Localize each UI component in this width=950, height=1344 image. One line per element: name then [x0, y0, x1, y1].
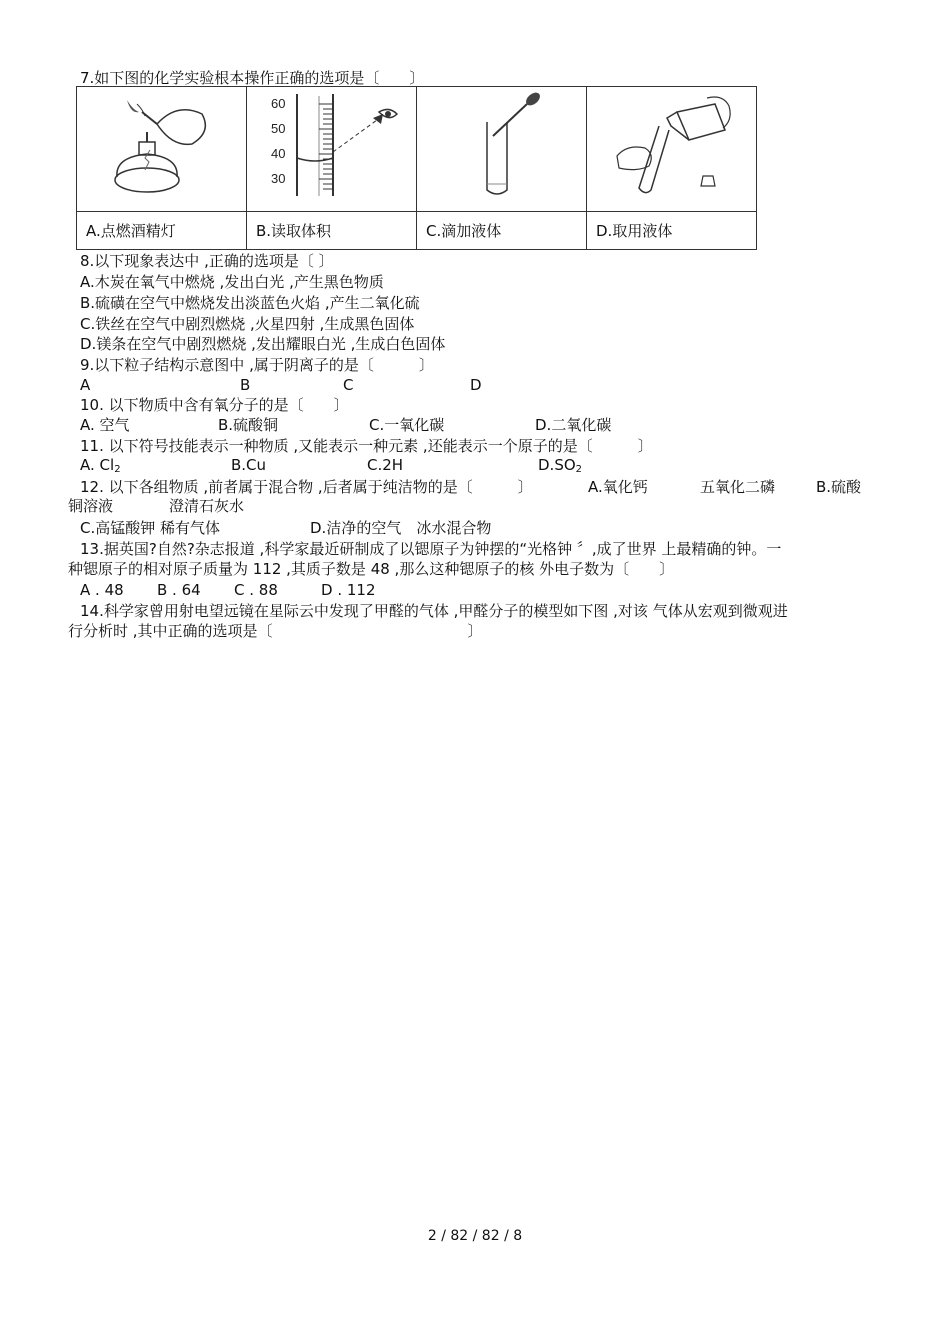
- q12-stem: 12. 以下各组物质 ,前者属于混合物 ,后者属于纯洁物的是〔 〕: [80, 478, 533, 496]
- q14-line1: 14.科学家曾用射电望远镜在星际云中发现了甲醛的气体 ,甲醛分子的模型如下图 ,对该 气体从宏观到微观进: [80, 602, 788, 620]
- cylinder-tick-60: 60: [270, 96, 285, 111]
- q11-option-d-text: D.SO: [538, 456, 576, 474]
- q11-option-d-subscript: 2: [575, 464, 583, 475]
- q7-option-b: B.读取体积: [247, 212, 417, 250]
- cylinder-tick-40: 40: [270, 146, 285, 161]
- q14-line2: 行分析时 ,其中正确的选项是〔 〕: [68, 622, 483, 640]
- q7-option-c: C.滴加液体: [417, 212, 587, 250]
- q13-option-a: A . 48: [80, 581, 124, 599]
- q13-option-c: C . 88: [234, 581, 278, 599]
- q9-stem: 9.以下粒子结构示意图中 ,属于阴离子的是〔 〕: [80, 356, 434, 374]
- q13-line2: 种锶原子的相对原子质量为 112 ,其质子数是 48 ,那么这种锶原子的核 外电子数为〔 〕: [68, 560, 675, 578]
- q10-option-a: A. 空气: [80, 416, 130, 434]
- q10-stem: 10. 以下物质中含有氧分子的是〔 〕: [80, 396, 349, 414]
- cylinder-tick-30: 30: [270, 171, 285, 186]
- q10-option-d: D.二氧化碳: [535, 416, 612, 434]
- q11-option-b: B.Cu: [231, 456, 267, 474]
- q11-option-d: [538, 455, 582, 480]
- q8-option-a: A.木炭在氧气中燃烧 ,发出白光 ,产生黑色物质: [80, 273, 384, 291]
- page-number: 2 / 82 / 82 / 8: [427, 1228, 523, 1244]
- q8-option-b: B.硫磺在空气中燃烧发出淡蓝色火焰 ,产生二氧化硫: [80, 294, 420, 312]
- q9-label-c: C: [343, 376, 354, 394]
- q12-option-b-end: 铜溶液: [68, 497, 114, 515]
- q12-option-c: C.高锰酸钾 稀有气体: [80, 519, 221, 537]
- graduated-cylinder-reading-illustration: [257, 92, 407, 202]
- q11-option-a-text: A. Cl: [80, 456, 115, 474]
- alcohol-lamp-lighting-illustration: [87, 92, 237, 202]
- q7-option-a: A.点燃酒精灯: [77, 212, 247, 250]
- q11-option-c: C.2H: [367, 456, 404, 474]
- q7-image-d-cell: [587, 87, 757, 212]
- q11-option-a-subscript: 2: [114, 464, 121, 475]
- pouring-liquid-illustration: [597, 92, 747, 202]
- q12-option-b-start: B.硫酸: [816, 478, 862, 496]
- cylinder-tick-50: 50: [270, 121, 285, 136]
- q13-option-d: D . 112: [321, 581, 376, 599]
- q9-label-a: A: [80, 376, 91, 394]
- q12-option-b-second: 澄清石灰水: [169, 497, 245, 515]
- q7-image-a-cell: [77, 87, 247, 212]
- q10-option-b: B.硫酸铜: [218, 416, 279, 434]
- q8-option-d: D.镁条在空气中剧烈燃烧 ,发出耀眼白光 ,生成白色固体: [80, 335, 446, 353]
- q7-options-table: [76, 86, 757, 250]
- q7-image-c-cell: [417, 87, 587, 212]
- q12-option-a: A.氧化钙: [588, 478, 648, 496]
- q8-option-c: C.铁丝在空气中剧烈燃烧 ,火星四射 ,生成黑色固体: [80, 315, 415, 333]
- q9-label-d: D: [470, 376, 482, 394]
- q13-line1: 13.据英国?自然?杂志报道 ,科学家最近研制成了以锶原子为钟摆的“光格钟 〞,成了世界 上最精确的钟。一: [80, 540, 782, 558]
- q10-option-c: C.一氧化碳: [369, 416, 445, 434]
- q11-stem: 11. 以下符号技能表示一种物质 ,又能表示一种元素 ,还能表示一个原子的是〔 〕: [80, 437, 653, 455]
- q9-label-b: B: [240, 376, 251, 394]
- q8-stem: 8.以下现象表达中 ,正确的选项是〔 〕: [80, 252, 334, 270]
- q13-option-b: B . 64: [157, 581, 201, 599]
- q12-option-a-second: 五氧化二磷: [700, 478, 776, 496]
- q7-image-b-cell: [247, 87, 417, 212]
- q7-stem: 7.如下图的化学实验根本操作正确的选项是〔 〕: [80, 69, 425, 87]
- dropper-test-tube-illustration: [427, 92, 577, 202]
- q12-option-d: D.洁净的空气 冰水混合物: [310, 519, 492, 537]
- q7-option-d: D.取用液体: [587, 212, 757, 250]
